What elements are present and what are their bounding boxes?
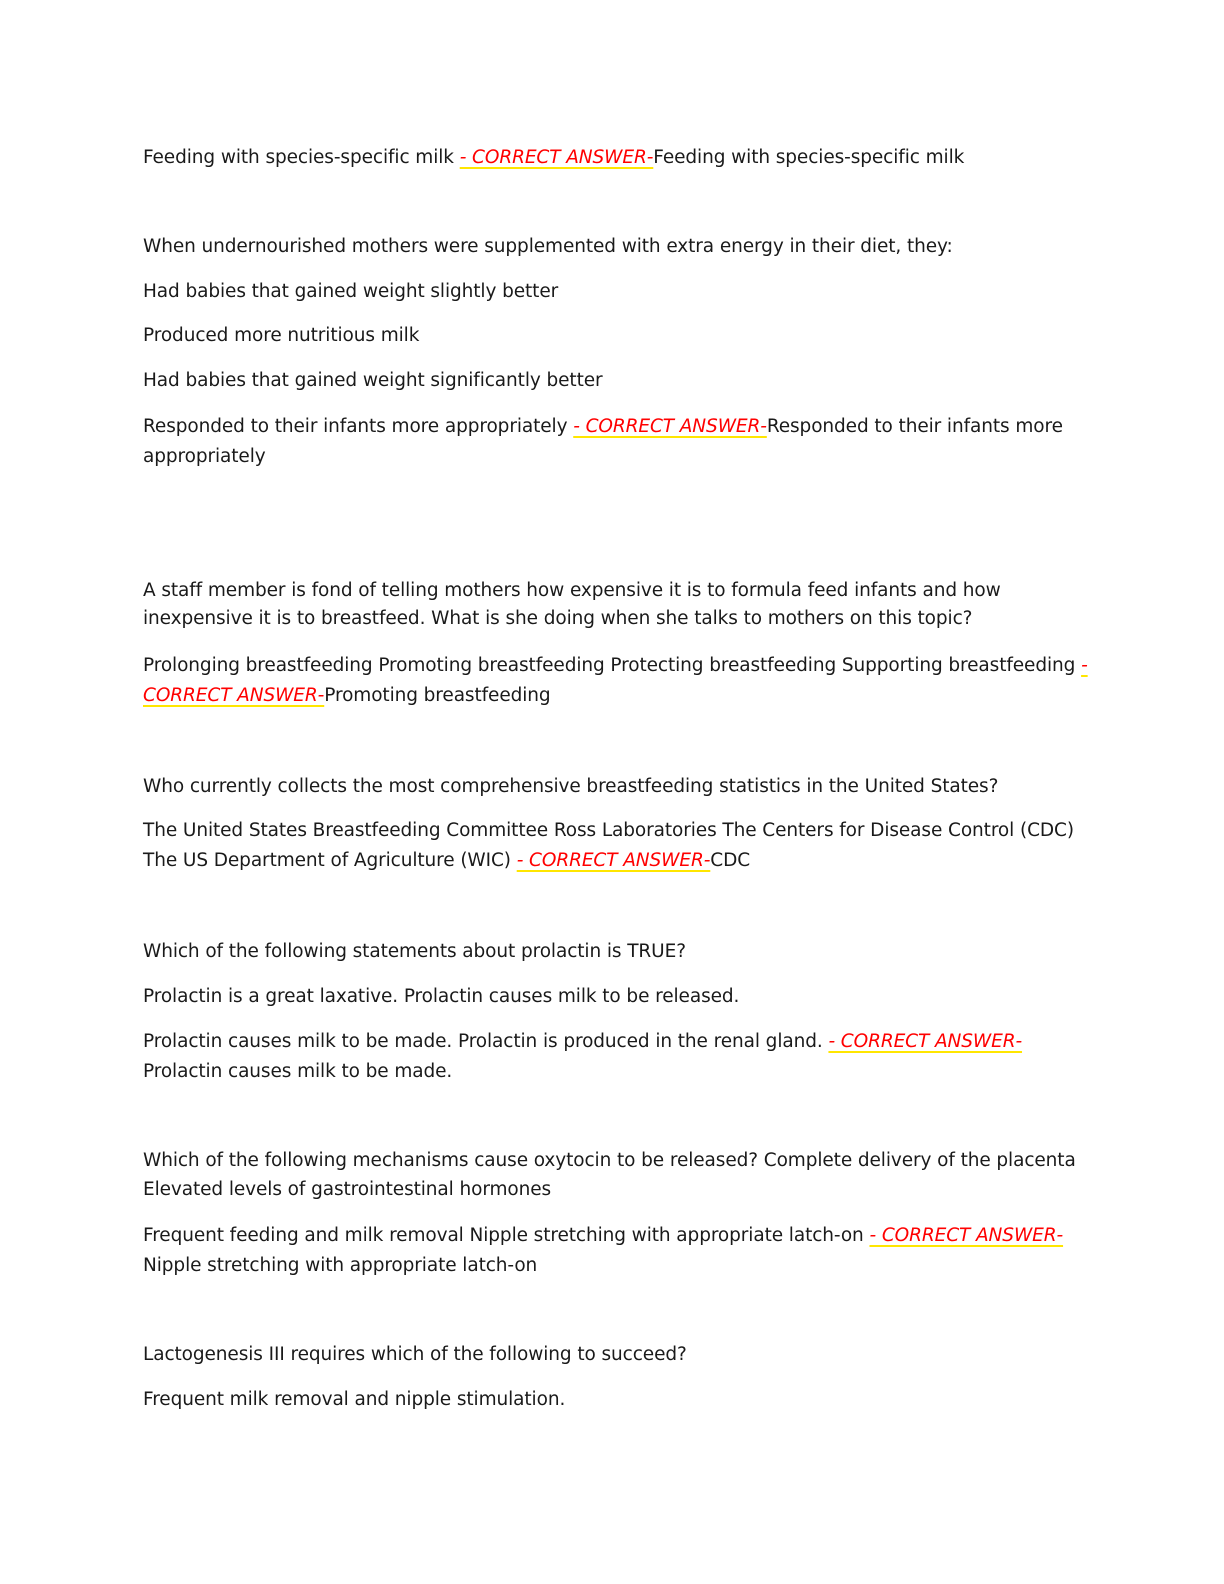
q3-options: Prolonging breastfeeding Promoting breastfeeding Protecting breastfeeding Supporting breastfeeding <box>143 655 1082 676</box>
q4-answer-line <box>143 846 750 876</box>
correct-answer-marker: - CORRECT ANSWER- <box>869 1225 1064 1246</box>
q3-question: inexpensive it is to breastfeed. What is she doing when she talks to mothers on this topic? <box>143 608 973 629</box>
correct-answer-marker: - CORRECT ANSWER- <box>516 850 711 871</box>
q4-options: The US Department of Agriculture (WIC) <box>143 850 517 871</box>
q2-answer-line <box>143 412 1063 442</box>
q2-answer: Responded to their infants more <box>766 416 1063 437</box>
q5-options: Prolactin causes milk to be made. Prolactin is produced in the renal gland. <box>143 1031 829 1052</box>
q6-answer: Nipple stretching with appropriate latch-on <box>143 1255 538 1276</box>
q4-question: Who currently collects the most comprehensive breastfeeding statistics in the United States? <box>143 776 999 797</box>
q6-options: Frequent feeding and milk removal Nipple stretching with appropriate latch-on <box>143 1225 870 1246</box>
q2-answer-continued: appropriately <box>143 446 266 467</box>
q6-options-line <box>143 1221 1063 1251</box>
q5-options-line <box>143 1027 1022 1057</box>
q3-options-line <box>143 651 1088 681</box>
q5-question: Which of the following statements about prolactin is TRUE? <box>143 941 686 962</box>
q6-question: Which of the following mechanisms cause oxytocin to be released? Complete delivery of the placenta <box>143 1150 1076 1171</box>
correct-answer-marker: - CORRECT ANSWER- <box>573 416 767 437</box>
q2-question: When undernourished mothers were supplemented with extra energy in their diet, they: <box>143 236 953 257</box>
q7-question: Lactogenesis III requires which of the following to succeed? <box>143 1344 687 1365</box>
q5-options: Prolactin is a great laxative. Prolactin causes milk to be released. <box>143 986 740 1007</box>
q1-prefix: Feeding with species-specific milk <box>143 147 460 168</box>
q4-answer: CDC <box>710 850 751 871</box>
correct-answer-marker: - <box>1081 655 1088 676</box>
q2-option: Had babies that gained weight slightly better <box>143 281 559 302</box>
q5-answer: Prolactin causes milk to be made. <box>143 1061 453 1082</box>
q3-question: A staff member is fond of telling mothers how expensive it is to formula feed infants and how <box>143 580 1001 601</box>
q2-last-option: Responded to their infants more appropriately <box>143 416 574 437</box>
q6-question: Elevated levels of gastrointestinal hormones <box>143 1179 552 1200</box>
q2-option: Had babies that gained weight significantly better <box>143 370 603 391</box>
q1-answer: Feeding with species-specific milk <box>653 147 965 168</box>
correct-answer-marker: - CORRECT ANSWER- <box>828 1031 1023 1052</box>
q3-answer: Promoting breastfeeding <box>324 685 551 706</box>
q3-answer-line <box>143 681 551 711</box>
q7-answer: Frequent milk removal and nipple stimulation. <box>143 1389 566 1410</box>
correct-answer-marker: - CORRECT ANSWER- <box>459 147 654 168</box>
q1-line <box>143 143 964 173</box>
q4-options: The United States Breastfeeding Committee Ross Laboratories The Centers for Disease Control (CDC) <box>143 820 1074 841</box>
correct-answer-marker: CORRECT ANSWER- <box>143 685 325 706</box>
q2-option: Produced more nutritious milk <box>143 325 420 346</box>
